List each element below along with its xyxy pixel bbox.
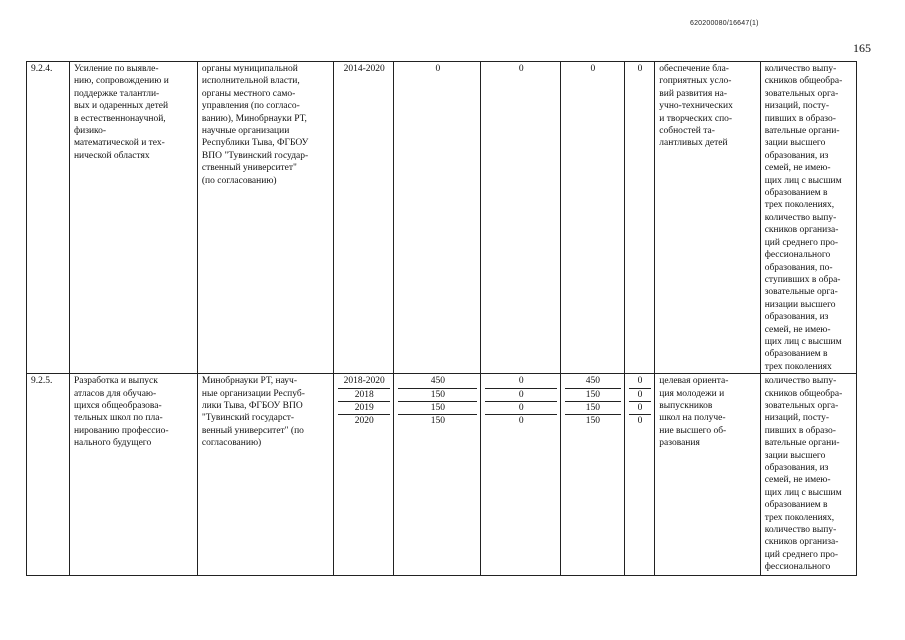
republic-value: 150: [565, 402, 620, 415]
table-row: [27, 374, 857, 576]
federal-value: 0: [518, 416, 524, 427]
year-value: 2018: [338, 389, 390, 402]
republic-value: 450: [565, 375, 620, 388]
row-code: 9.2.5.: [27, 374, 70, 576]
activity-cell: Усиление по выявле- нию, сопровождению и поддержке талантли- вых и одаренных детей в естественнонаучной, физико- математической и тех- нической областях: [69, 62, 197, 374]
years-cell: 2014-2020: [334, 62, 394, 374]
result-cell: целевая ориента- ция молодежи и выпускников школ на получе- ние высшего об- разования: [655, 374, 760, 576]
other-value: 0: [637, 416, 643, 427]
result-cell: обеспечение бла- гоприятных усло- вий развития на- учно-технических и творческих спо- собностей та- лантливых детей: [655, 62, 760, 374]
federal-funding-cell: [481, 374, 561, 576]
federal-value: 0: [485, 402, 557, 415]
total-funding-cell: 0: [394, 62, 481, 374]
federal-funding-cell: 0: [481, 62, 561, 374]
other-value: 0: [629, 402, 652, 415]
year-value: 2018-2020: [338, 375, 390, 388]
republic-value: 150: [565, 389, 620, 402]
document-id: 620200080/16647(1): [690, 20, 759, 27]
row-code: 9.2.4.: [27, 62, 70, 374]
total-value: 150: [430, 416, 445, 427]
total-value: 150: [398, 402, 477, 415]
executors-cell: органы муниципальной исполнительной власти, органы местного само- управления (по согласо- ванию), Минобрнауки РТ, научные организации Республики Тыва, ФГБОУ ВПО "Тувинский государ- ственный университет" (по согласованию): [197, 62, 333, 374]
year-value: 2019: [338, 402, 390, 415]
federal-value: 0: [485, 389, 557, 402]
indicator-cell: количество выпу- скников общеобра- зовательных орга- низаций, посту- пивших в образо- вательные органи- зации высшего образования, из семей, не имею- щих лиц с высшим образованием в трех поколениях, количество выпу- скников организа- ций среднего про- фессионального: [760, 374, 856, 576]
republic-funding-cell: [561, 374, 624, 576]
year-value: 2020: [354, 416, 374, 427]
indicator-cell: количество выпу- скников общеобра- зовательных орга- низаций, посту- пивших в образо- вательные органи- зации высшего образования, из семей, не имею- щих лиц с высшим образованием в трех поколениях, количество выпу- скников организа- ций среднего про- фессионального образования, по- ступивших в обра- зовательные орга- низации высшего образования, из семей, не имею- щих лиц с высшим образованием в трех поколениях: [760, 62, 856, 374]
total-value: 450: [398, 375, 477, 388]
page-number: 165: [853, 41, 871, 55]
total-value: 150: [398, 389, 477, 402]
other-funding-cell: [624, 374, 655, 576]
federal-value: 0: [485, 375, 557, 388]
other-value: 0: [629, 375, 652, 388]
years-cell: [334, 374, 394, 576]
activity-cell: Разработка и выпуск атласов для обучаю- щихся общеобразова- тельных школ по пла- нированию профессио- нального будущего: [69, 374, 197, 576]
total-funding-cell: [394, 374, 481, 576]
program-activities-table: [26, 61, 857, 576]
republic-value: 150: [585, 416, 601, 427]
republic-funding-cell: 0: [561, 62, 624, 374]
other-value: 0: [629, 389, 652, 402]
executors-cell: Минобрнауки РТ, науч- ные организации Респуб- лики Тыва, ФГБОУ ВПО "Тувинский государст- венный университет" (по согласованию): [197, 374, 333, 576]
other-funding-cell: 0: [624, 62, 655, 374]
table-row: [27, 62, 857, 374]
